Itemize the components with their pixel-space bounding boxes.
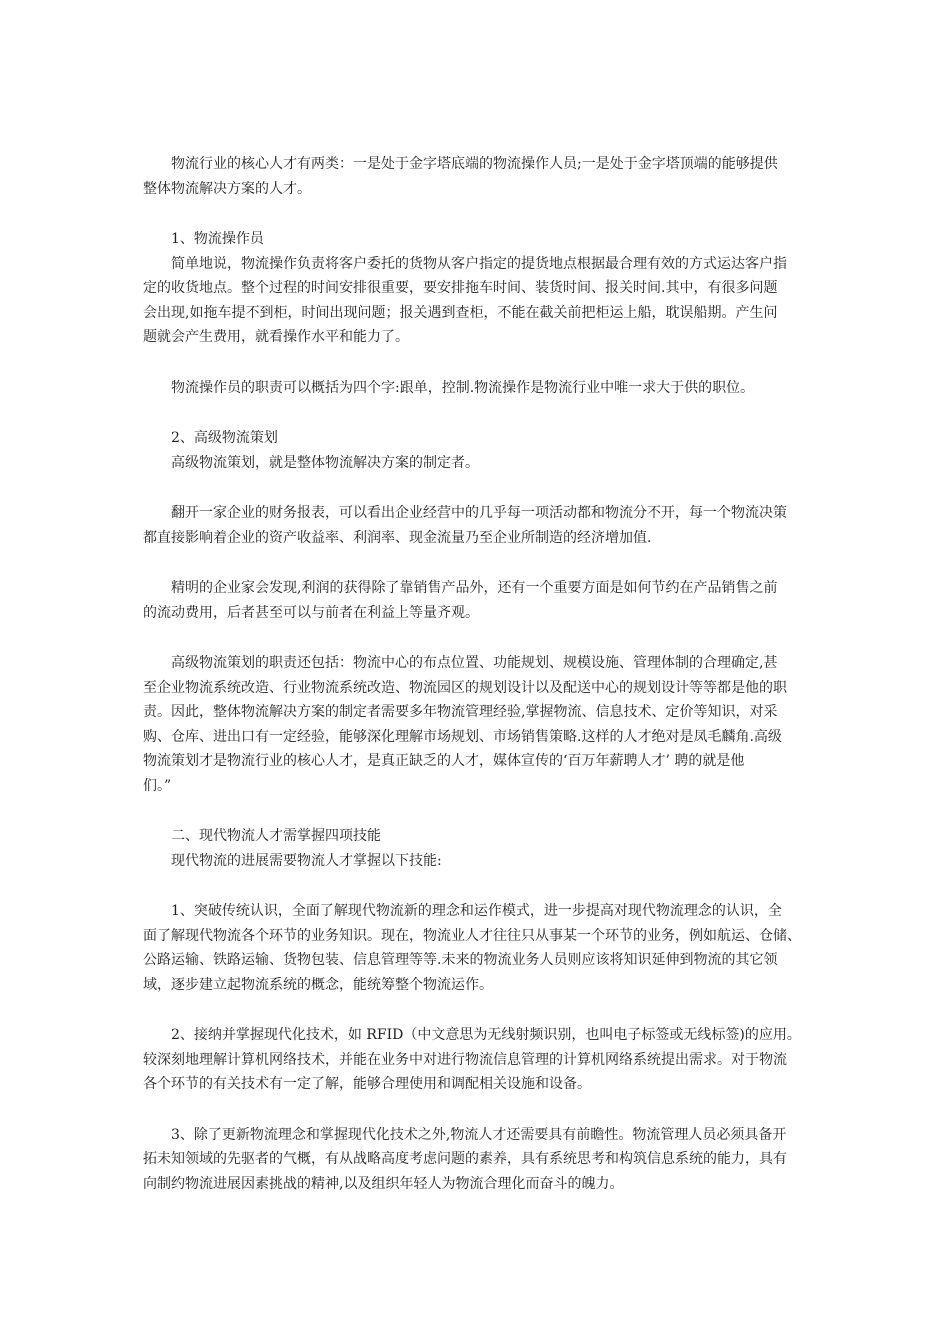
skill-three-paragraph [143,1123,823,1197]
financial-report-paragraph [143,501,823,550]
text-line: 定的收货地点。整个过程的时间安排很重要，要安排拖车时间、装货时间、报关时间.其中，有很多问题 [143,280,778,296]
text-line: 都直接影响着企业的资产收益率、利润率、现金流量乃至企业所制造的经济增加值. [143,529,652,546]
section-heading-planner: 2、高级物流策划 [171,430,278,446]
section-heading-operator: 1、物流操作员 [171,231,264,247]
text-line: 购、仓库、进出口有一定经验，能够深化理解市场规划、市场销售策略.这样的人才绝对是凤毛麟角.高级 [143,728,782,745]
skill-one-paragraph [143,899,823,997]
text-line: 2、接纳并掌握现代化技术，如 RFID（中文意思为无线射频识别，也叫电子标签或无线标签)的应用。 [171,1027,801,1043]
operator-paragraph [143,252,823,350]
text-line: 物流行业的核心人才有两类：一是处于金字塔底端的物流操作人员;一是处于金字塔顶端的能够提供 [171,156,778,172]
text-line: 责。因此，整体物流解决方案的制定者需要多年物流管理经验,掌握物流、信息技术、定价等知识，对采 [143,704,778,720]
text-line: 各个环节的有关技术有一定了解，能够合理使用和调配相关设施和设备。 [143,1076,591,1092]
skill-two-paragraph [143,1023,823,1097]
text-line: 物流策划才是物流行业的核心人才，是真正缺乏的人才，媒体宣传的‘百万年薪聘人才’ 聘的就是他 [143,753,745,769]
part-two-intro: 现代物流的进展需要物流人才掌握以下技能: [171,852,442,869]
text-line: 向制约物流进展因素挑战的精神,以及组织年轻人为物流合理化而奋斗的魄力。 [143,1175,624,1192]
planner-duties-paragraph [143,651,823,798]
intro-paragraph [143,152,823,201]
text-line: 拓未知领域的先驱者的气概，有从战略高度考虑问题的素养，具有系统思考和构筑信息系统的能力，具有 [143,1151,787,1167]
text-line: 会出现,如拖车提不到柜，时间出现问题；报关遇到查柜，不能在截关前把柜运上船，耽误船期。产生问 [143,304,778,321]
text-line: 1、突破传统认识，全面了解现代物流新的理念和运作模式，进一步提高对现代物流理念的认识，全 [171,903,782,919]
text-line: 3、除了更新物流理念和掌握现代化技术之外,物流人才还需要具有前瞻性。物流管理人员必须具备开 [171,1126,787,1143]
text-line: 高级物流策划的职责还包括：物流中心的布点位置、功能规划、规模设施、管理体制的合理确定,甚 [171,655,778,671]
document-body [143,152,823,1196]
text-line: 精明的企业家会发现,利润的获得除了靠销售产品外，还有一个重要方面是如何节约在产品销售之前 [171,580,778,596]
text-line: 较深刻地理解计算机网络技术，并能在业务中对进行物流信息管理的计算机网络系统提出需求。对于物流 [143,1051,787,1068]
text-line: 简单地说，物流操作负责将客户委托的货物从客户指定的提货地点根据最合理有效的方式运达客户指 [171,255,787,272]
text-line: 整体物流解决方案的人才。 [143,180,311,197]
text-line: 面了解现代物流各个环节的业务知识。现在，物流业人才往往只从事某一个环节的业务，例如航运、仓储、 [143,927,801,944]
text-line: 们。” [143,777,172,794]
text-line: 至企业物流系统改造、行业物流系统改造、物流园区的规划设计以及配送中心的规划设计等等都是他的职 [143,679,787,696]
text-line: 翻开一家企业的财务报表，可以看出企业经营中的几乎每一项活动都和物流分不开，每一个物流决策 [171,505,787,521]
text-line: 题就会产生费用，就看操作水平和能力了。 [143,329,409,345]
text-line: 的流动费用，后者甚至可以与前者在利益上等量齐观。 [143,604,479,621]
planner-definition-paragraph: 高级物流策划，就是整体物流解决方案的制定者。 [171,454,479,471]
entrepreneur-paragraph [143,576,823,625]
part-two-heading: 二、现代物流人才需掌握四项技能 [171,828,381,844]
operator-duties-paragraph: 物流操作员的职责可以概括为四个字:跟单，控制.物流操作是物流行业中唯一求大于供的职位。 [171,379,755,396]
text-line: 公路运输、铁路运输、货物包装、信息管理等等.未来的物流业务人员则应该将知识延伸到物流的其它领 [143,952,778,968]
text-line: 域，逐步建立起物流系统的概念，能统筹整个物流运作。 [143,976,493,993]
